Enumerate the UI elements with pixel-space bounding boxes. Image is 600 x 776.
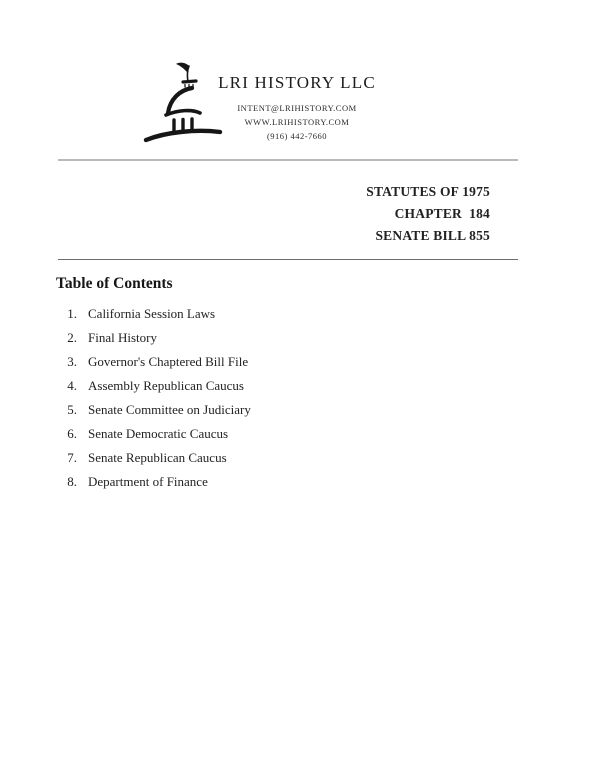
letterhead (197, 73, 397, 143)
toc-item (57, 350, 457, 374)
toc-item-label: Senate Republican Caucus (88, 450, 227, 465)
senate-bill-line: SENATE BILL 855 (375, 228, 490, 243)
toc-item-number: 3. (67, 354, 77, 369)
toc-item-number: 2. (67, 330, 77, 345)
contact-website: WWW.LRIHISTORY.COM (244, 117, 350, 127)
toc-item-number: 6. (67, 426, 77, 441)
toc-item-number: 7. (67, 450, 77, 465)
toc-item (57, 446, 457, 470)
toc-item-label: Senate Democratic Caucus (88, 426, 229, 441)
divider-top (58, 159, 518, 161)
toc-item-label: Senate Committee on Judiciary (88, 402, 251, 417)
toc-item (57, 302, 457, 326)
contact-phone: (916) 442-7660 (266, 131, 328, 141)
toc-item-label: California Session Laws (88, 306, 216, 321)
toc-item (57, 422, 457, 446)
toc-item-label: Assembly Republican Caucus (88, 378, 244, 393)
toc-item-number: 1. (67, 306, 77, 321)
case-info-block (290, 181, 490, 247)
divider-bottom (58, 259, 518, 260)
toc-item-number: 4. (67, 378, 77, 393)
toc-item-label: Governor's Chaptered Bill File (88, 354, 249, 369)
toc-heading: Table of Contents (56, 275, 173, 292)
toc-item-label: Final History (88, 330, 157, 345)
toc-item-number: 5. (67, 402, 77, 417)
toc-item (57, 470, 457, 494)
toc-item (57, 398, 457, 422)
toc-item (57, 326, 457, 350)
toc-item (57, 374, 457, 398)
contact-email: INTENT@LRIHISTORY.COM (237, 103, 357, 113)
toc-item-label: Department of Finance (88, 474, 208, 489)
statutes-line: STATUTES OF 1975 (366, 184, 490, 199)
toc-list (57, 302, 457, 494)
chapter-line: CHAPTER 184 (394, 206, 490, 221)
company-name: LRI HISTORY LLC (218, 73, 376, 92)
toc-item-number: 8. (67, 474, 77, 489)
